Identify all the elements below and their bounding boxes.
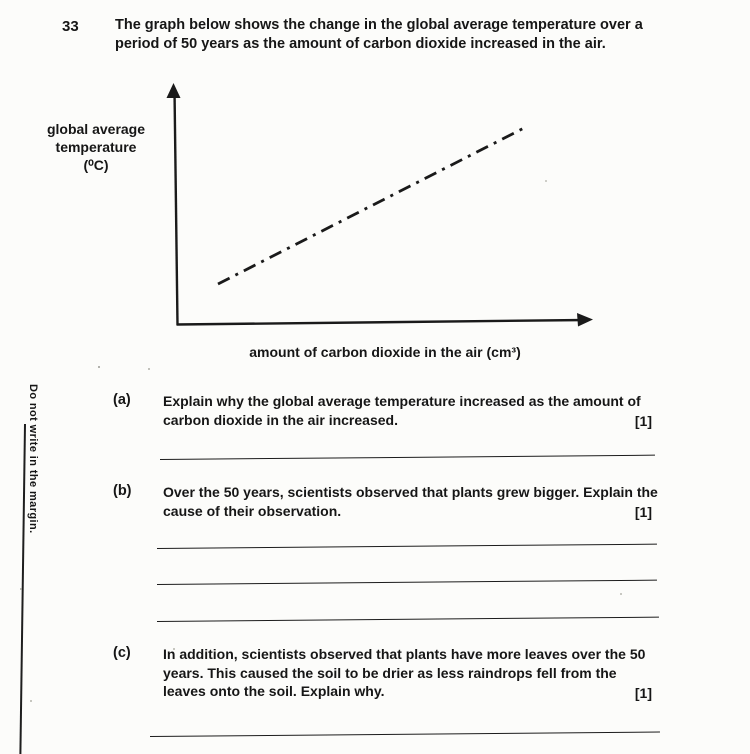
margin-divider [19, 424, 25, 754]
margin-note: Do not write in the margin. [27, 384, 39, 534]
answer-line [160, 455, 655, 460]
answer-line [157, 544, 657, 549]
part-b-text: Over the 50 years, scientists observed that plants grew bigger. Explain the cause of their observation. [163, 484, 658, 519]
question-part-c [113, 645, 658, 701]
part-a-label: (a) [113, 392, 131, 408]
x-axis-line [177, 320, 587, 325]
question-part-a [113, 392, 658, 429]
y-axis-arrow-icon [167, 83, 181, 98]
part-b-label: (b) [113, 483, 132, 499]
y-axis-label [36, 120, 156, 174]
question-part-b [113, 483, 658, 520]
answer-line [157, 580, 657, 585]
part-c-marks: [1] [634, 684, 652, 701]
y-axis-label-line-1: global average [46, 121, 146, 137]
y-axis-line [175, 90, 178, 325]
part-b-marks: [1] [634, 504, 652, 520]
question-number: 33 [62, 18, 79, 35]
temperature-trend-line [218, 127, 526, 284]
part-c-label: (c) [113, 645, 131, 661]
y-axis-label-line-2: temperature [55, 139, 137, 155]
x-axis-label: amount of carbon dioxide in the air (cm³) [249, 344, 521, 360]
part-c-text: In addition, scientists observed that plants have more leaves over the 50 years. This caused the soil to be drier as less raindrops fell from the leaves onto the soil. Explain why. [163, 646, 646, 699]
y-axis-label-line-3: (⁰C) [83, 157, 109, 173]
answer-line [157, 617, 659, 622]
answer-line [150, 732, 660, 737]
x-axis-arrow-icon [577, 313, 593, 327]
scan-speckle [98, 366, 100, 368]
temperature-co2-graph [0, 60, 750, 365]
part-a-text: Explain why the global average temperature increased as the amount of carbon dioxide in the air increased. [163, 393, 641, 428]
question-text: The graph below shows the change in the global average temperature over a period of 50 years as the amount of carbon dioxide increased in the air. [115, 17, 643, 52]
part-a-marks: [1] [634, 413, 652, 429]
